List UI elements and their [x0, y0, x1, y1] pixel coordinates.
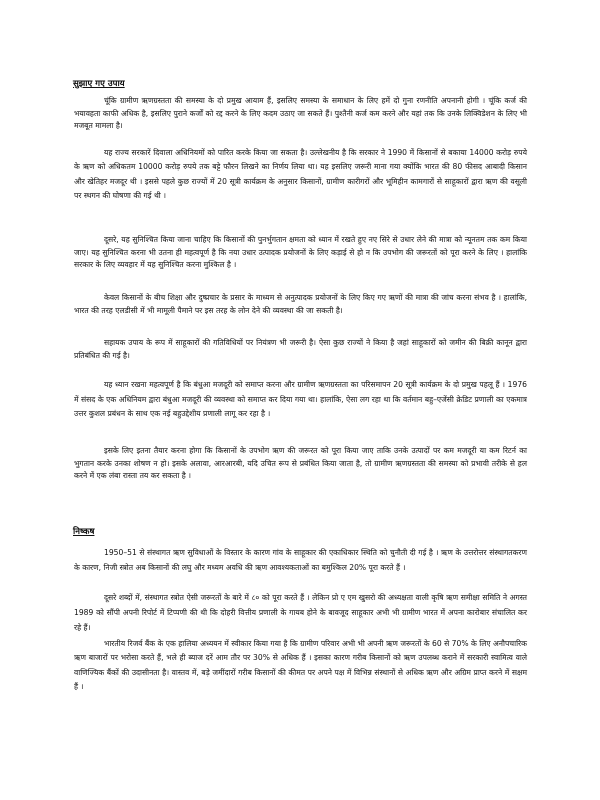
paragraph-1: चूंकि ग्रामीण ऋणग्रस्तता की समस्या के दो प्रमुख आयाम हैं, इसलिए समस्या के समाधान के लिए हमें दो गुना रणनीति अपनानी होगी । चूंकि कर्ज की भयावहता काफी अधिक है, इसलिए पुराने कर्जों को रद्द करने के लिए कदम उठाए जा सकते हैं। पुश्तैनी कर्ज कम करने और यहां तक कि उनके लिक्विडेशन के लिए भी मजबूत मामला है।	[74, 96, 527, 131]
paragraph-5: सहायक उपाय के रूप में साहूकारों की गतिविधियों पर नियंत्रण भी जरूरी है। ऐसा कुछ राज्यों ने किया है जहां साहूकारों को जमीन की बिक्री कानून द्वारा प्रतिबंधित की गई है।	[74, 338, 527, 360]
paragraph-2: यह राज्य सरकारें दिवाला अधिनियमों को पारित करके किया जा सकता है। उल्लेखनीय है कि सरकार ने 1990 में किसानों से बकाया 14000 करोड़ रुपये के ऋण को अधिकतम 10000 करोड़ रुपये तक बट्टे फौरन लिखने का निर्णय लिया था। यह इसलिए जरूरी माना गया क्योंकि भारत की 80 फीसद आबादी किसान और खेतिहर मजदूर थी । इससे पहले कुछ राज्यों में 20 सूत्री कार्यक्रम के अनुसार किसानों, ग्रामीण कारीगरों और भूमिहीन कामगारों से साहूकारों द्वारा ऋण की वसूली पर स्थगन की घोषणा की गई थी ।	[74, 148, 527, 201]
paragraph-8: 1950–51 से संस्थागत ऋण सुविधाओं के विस्तार के कारण गांव के साहूकार की एकाधिकार स्थिति को चुनौती दी गई है । ऋण के उत्तरोत्तर संस्थागतकरण के कारण, निजी स्त्रोत अब किसानों की लघु और मध्यम अवधि की ऋण आवश्यकताओं का बमुश्किल 20% पूरा करते हैं ।	[74, 548, 527, 572]
section-heading-suggested-measures: सुझाए गए उपाय	[73, 79, 125, 89]
paragraph-7: इसके लिए इतना तैयार करना होगा कि किसानों के उपभोग ऋण की जरूरत को पूरा किया जाए ताकि उनके उत्पादों पर कम मजदूरी या कम रिटर्न का भुगतान करके उनका शोषण न हो। इसके अलावा, आरआरबी, यदि उचित रूप से प्रबंधित किया जाता है, तो ग्रामीण ऋणग्रस्तता की समस्या को प्रभावी तरीके से हल करने में एक लंबा रास्ता तय कर सकता है ।	[74, 446, 527, 481]
paragraph-4: केवल किसानों के बीच शिक्षा और दुष्प्रचार के प्रसार के माध्यम से अनुत्पादक प्रयोजनों के लिए किए गए ऋणों की मात्रा की जांच करना संभव है । हालांकि, भारत की तरह एलडीसी में भी मामूली पैमाने पर इस तरह के लोन देने की व्यवस्था की जा सकती है।	[74, 293, 527, 315]
paragraph-10: भारतीय रिजर्व बैंक के एक हालिया अध्ययन में स्वीकार किया गया है कि ग्रामीण परिवार अभी भी अपनी ऋण जरूरतों के 60 से 70% के लिए अनौपचारिक ऋण बाजारों पर भरोसा करते हैं, भले ही ब्याज दरें आम तौर पर 30% से अधिक हैं । इसका कारण गरीब किसानों को ऋण उपलब्ध कराने में सरकारी स्वामित्व वाले वाणिज्यिक बैंकों की उदासीनता है। वास्तव में, बड़े जमींदारों गरीब किसानों की कीमत पर अपने पक्ष में विभिन्न संस्थानों से अधिक ऋण और अग्रिम प्राप्त करने में सक्षम हैं ।	[74, 639, 527, 692]
paragraph-3: दूसरे, यह सुनिश्चित किया जाना चाहिए कि किसानों की पुनर्भुगतान क्षमता को ध्यान में रखते हुए नए सिरे से उधार लेने की मात्रा को न्यूनतम तक कम किया जाए। यह सुनिश्चित करना भी उतना ही महत्वपूर्ण है कि नया उधार उत्पादक प्रयोजनों के लिए कड़ाई से हो न कि उपभोग की जरूरतों को पूरा करने के लिए । हालांकि सरकार के लिए व्यवहार में यह सुनिश्चित करना मुश्किल है ।	[74, 235, 527, 270]
section-heading-conclusion: निष्कष	[73, 527, 95, 537]
paragraph-9: दूसरे शब्दों में, संस्थागत स्त्रोत ऐसी जरूरतों के बारे में ८० को पूरा करते हैं । लेकिन प्रो ए एम खुसरो की अध्यक्षता वाली कृषि ऋण समीक्षा समिति ने अगस्त 1989 को सौंपी अपनी रिपोर्ट में टिप्पणी की थी कि दोहरी वित्तीय प्रणाली के गायब होने के बावजूद साहूकार अभी भी ग्रामीण भारत में अपना कारोबार संचालित कर रहे हैं।	[74, 593, 527, 632]
paragraph-6: यह ध्यान रखना महत्वपूर्ण है कि बंधुआ मजदूरी को समाप्त करना और ग्रामीण ऋणग्रस्तता का परिसमापन 20 सूत्री कार्यक्रम के दो प्रमुख पहलू हैं । 1976 में संसद के एक अधिनियम द्वारा बंधुआ मजदूरी की व्यवस्था को समाप्त कर दिया गया था। हालांकि, ऐसा लग रहा था कि वर्तमान बहु–एजेंसी क्रेडिट प्रणाली का एकमात्र उत्तर कुशल प्रबंधन के साथ एक नई बहुउद्देशीय प्रणाली लागू कर रहा है ।	[74, 380, 527, 419]
